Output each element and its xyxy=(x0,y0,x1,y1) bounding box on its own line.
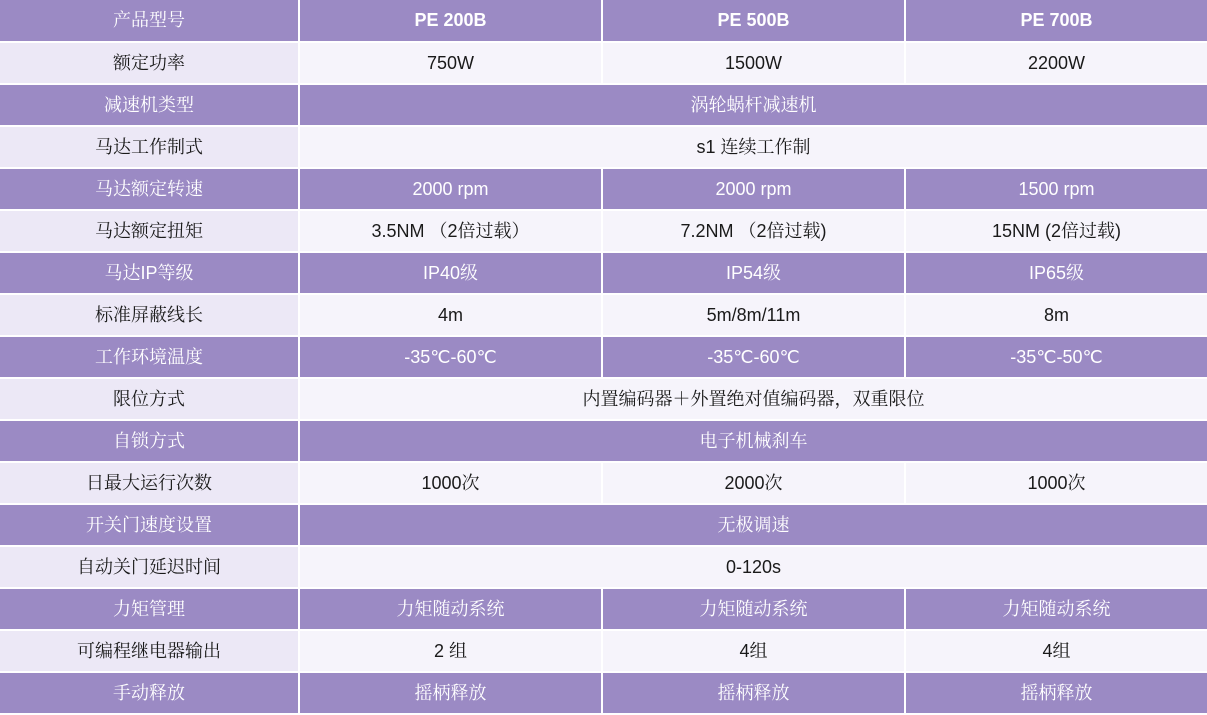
row-value: 1000次 xyxy=(299,462,602,504)
row-value: 4组 xyxy=(905,630,1207,672)
table-row xyxy=(0,420,1207,462)
row-label: 马达额定扭矩 xyxy=(0,210,299,252)
table-row xyxy=(0,630,1207,672)
row-label: 可编程继电器输出 xyxy=(0,630,299,672)
row-label: 工作环境温度 xyxy=(0,336,299,378)
row-value: -35℃-60℃ xyxy=(602,336,905,378)
row-label: 力矩管理 xyxy=(0,588,299,630)
row-value: -35℃-50℃ xyxy=(905,336,1207,378)
row-value: PE 200B xyxy=(299,0,602,42)
table-row xyxy=(0,126,1207,168)
row-value: 力矩随动系统 xyxy=(905,588,1207,630)
row-value: 1000次 xyxy=(905,462,1207,504)
row-value: 摇柄释放 xyxy=(905,672,1207,714)
table-row xyxy=(0,378,1207,420)
row-value: -35℃-60℃ xyxy=(299,336,602,378)
row-label: 产品型号 xyxy=(0,0,299,42)
row-value: 1500W xyxy=(602,42,905,84)
table-row xyxy=(0,84,1207,126)
row-label: 手动释放 xyxy=(0,672,299,714)
row-value: 7.2NM （2倍过载) xyxy=(602,210,905,252)
row-value: 力矩随动系统 xyxy=(299,588,602,630)
row-value: 15NM (2倍过载) xyxy=(905,210,1207,252)
row-value-merged: 无极调速 xyxy=(299,504,1207,546)
row-label: 马达额定转速 xyxy=(0,168,299,210)
row-value: 摇柄释放 xyxy=(299,672,602,714)
row-value: 2000次 xyxy=(602,462,905,504)
row-value: PE 500B xyxy=(602,0,905,42)
table-row xyxy=(0,588,1207,630)
row-value-merged: 涡轮蜗杆减速机 xyxy=(299,84,1207,126)
row-value: 4组 xyxy=(602,630,905,672)
row-value: 1500 rpm xyxy=(905,168,1207,210)
row-value: 2200W xyxy=(905,42,1207,84)
row-label: 开关门速度设置 xyxy=(0,504,299,546)
row-value: 2000 rpm xyxy=(299,168,602,210)
row-value: IP54级 xyxy=(602,252,905,294)
row-value: 2000 rpm xyxy=(602,168,905,210)
row-label: 自动关门延迟时间 xyxy=(0,546,299,588)
row-value: 8m xyxy=(905,294,1207,336)
table-row xyxy=(0,462,1207,504)
table-row xyxy=(0,210,1207,252)
row-label: 额定功率 xyxy=(0,42,299,84)
row-value: 力矩随动系统 xyxy=(602,588,905,630)
table-row xyxy=(0,252,1207,294)
row-value-merged: 内置编码器＋外置绝对值编码器，双重限位 xyxy=(299,378,1207,420)
row-value: 摇柄释放 xyxy=(602,672,905,714)
row-label: 日最大运行次数 xyxy=(0,462,299,504)
row-label: 减速机类型 xyxy=(0,84,299,126)
table-row xyxy=(0,546,1207,588)
row-value: 2 组 xyxy=(299,630,602,672)
row-value-merged: 0-120s xyxy=(299,546,1207,588)
table-row xyxy=(0,0,1207,42)
row-label: 马达IP等级 xyxy=(0,252,299,294)
row-value: IP40级 xyxy=(299,252,602,294)
row-label: 限位方式 xyxy=(0,378,299,420)
table-row xyxy=(0,504,1207,546)
row-value: 750W xyxy=(299,42,602,84)
table-row xyxy=(0,168,1207,210)
row-value-merged: 电子机械刹车 xyxy=(299,420,1207,462)
row-value: PE 700B xyxy=(905,0,1207,42)
row-value: 4m xyxy=(299,294,602,336)
row-value: 5m/8m/11m xyxy=(602,294,905,336)
row-label: 自锁方式 xyxy=(0,420,299,462)
row-label: 马达工作制式 xyxy=(0,126,299,168)
row-value: 3.5NM （2倍过载） xyxy=(299,210,602,252)
row-value: IP65级 xyxy=(905,252,1207,294)
row-value-merged: s1 连续工作制 xyxy=(299,126,1207,168)
table-row xyxy=(0,42,1207,84)
row-label: 标准屏蔽线长 xyxy=(0,294,299,336)
table-row xyxy=(0,294,1207,336)
table-row xyxy=(0,336,1207,378)
